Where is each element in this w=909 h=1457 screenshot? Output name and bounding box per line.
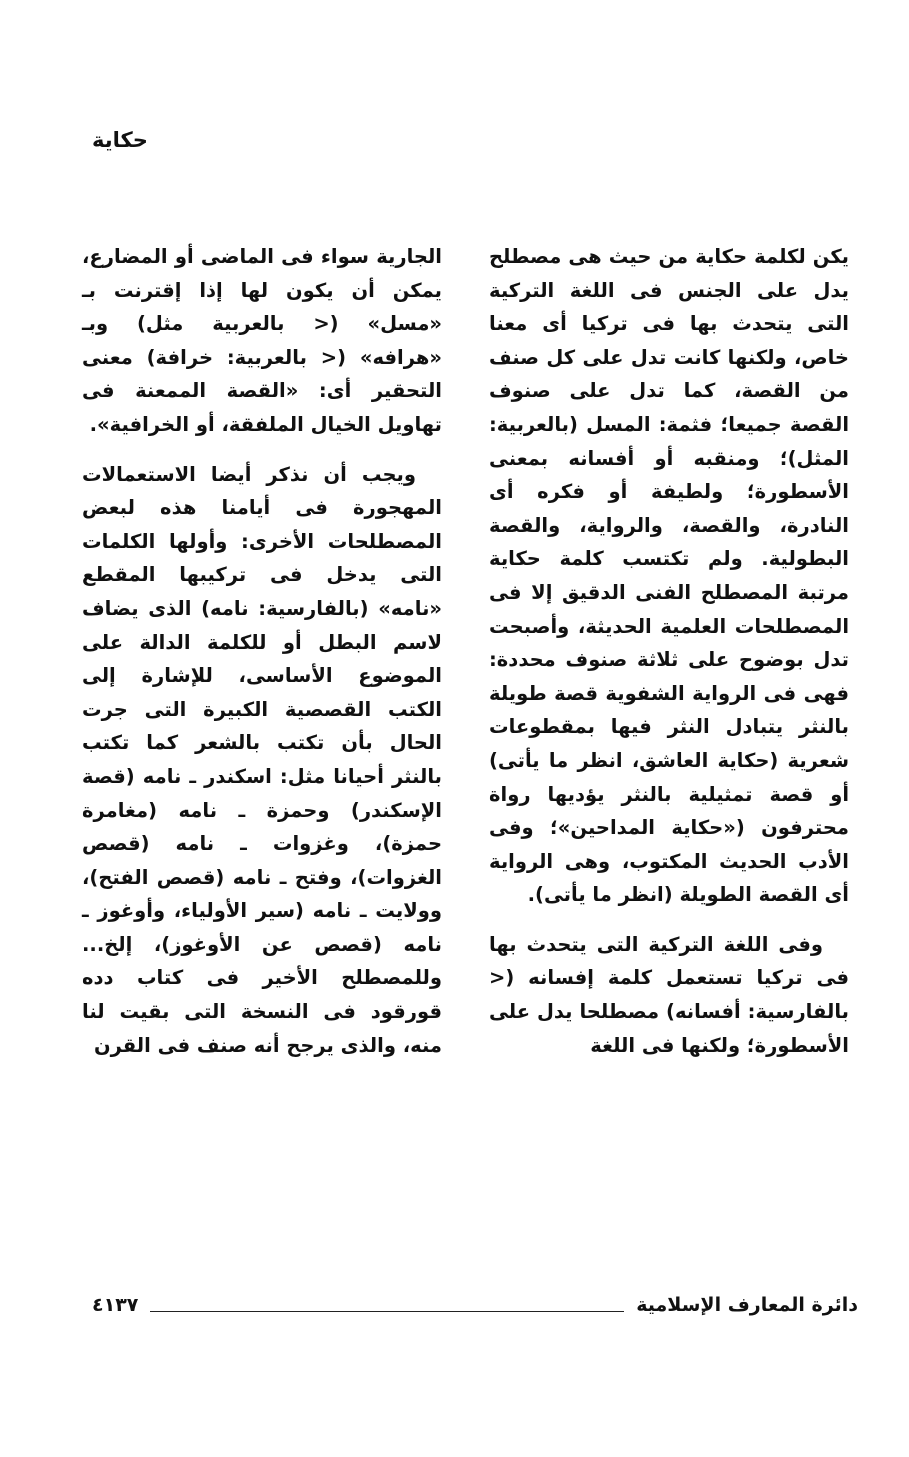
article-column-left: [82, 240, 442, 1062]
footer-page-number: ٤١٣٧: [92, 1294, 139, 1316]
article-column-right: [489, 240, 849, 1062]
article-paragraph: الجارية سواء فى الماضى أو المضارع، يمكن أن يكون لها إذا إقترنت بـ «مسل» (< بالعربية مثل) وبـ «هرافه» (< بالعربية: خرافة) معنى التحقير أى: «القصة الممعنة فى تهاويل الخيال الملفقة، أو الخرافية».: [82, 245, 442, 436]
footer-publication-title: دائرة المعارف الإسلامية: [636, 1294, 858, 1316]
article-paragraph: ويجب أن نذكر أيضا الاستعمالات المهجورة فى أيامنا هذه لبعض المصطلحات الأخرى: وأولها الكلمات التى يدخل فى تركيبها المقطع «نامه» (بالفارسية: نامه) الذى يضاف لاسم البطل أو للكلمة الدالة على الموضوع الأساسى، للإشارة إلى الكتب القصصية الكبيرة التى جرت الحال بأن تكتب بالشعر كما تكتب بالنثر أحيانا مثل: اسكندر ـ نامه (قصة الإسكندر) وحمزة ـ نامه (مغامرة حمزة)، وغزوات ـ نامه (قصص الغزوات)، وفتح ـ نامه (قصص الفتح)، وولايت ـ نامه (سير الأولياء، وأوغوز ـ نامه (قصص عن الأوغوز)، إلخ... وللمصطلح الأخير فى كتاب دده قورقود فى النسخة التى بقيت لنا منه، والذى يرجح أنه صنف فى القرن: [82, 462, 442, 1057]
article-paragraph: يكن لكلمة حكاية من حيث هى مصطلح يدل على الجنس فى اللغة التركية التى يتحدث بها فى تركيا أى معنا خاص، ولكنها كانت تدل على كل صنف من القصة، كما تدل على صنوف القصة جميعا؛ فثمة: المسل (بالعربية: المثل)؛ ومنقبه أو أفسانه بمعنى الأسطورة؛ ولطيفة أو فكره أى النادرة، والقصة، والرواية، والقصة البطولية. ولم تكتسب كلمة حكاية مرتبة المصطلح الفنى الدقيق إلا فى المصطلحات العلمية الحديثة، وأصبحت تدل بوضوح على ثلاثة صنوف محددة: فهى فى الرواية الشفوية قصة طويلة بالنثر يتبادل النثر فيها بمقطوعات شعرية (حكاية العاشق، انظر ما يأتى) أو قصة تمثيلية بالنثر يؤديها رواة محترفون («حكاية المداحين»؛ وفى الأدب الحديث المكتوب، وهى الرواية أى القصة الطويلة (انظر ما يأتى).: [489, 245, 849, 907]
running-head-title: حكاية: [92, 128, 148, 152]
footer-rule: [150, 1311, 624, 1312]
article-paragraph: وفى اللغة التركية التى يتحدث بها فى تركيا تستعمل كلمة إفسانه (< بالفارسية: أفسانه) مصطلحا يدل على الأسطورة؛ ولكنها فى اللغة: [489, 932, 849, 1057]
page-footer: [92, 1292, 858, 1318]
